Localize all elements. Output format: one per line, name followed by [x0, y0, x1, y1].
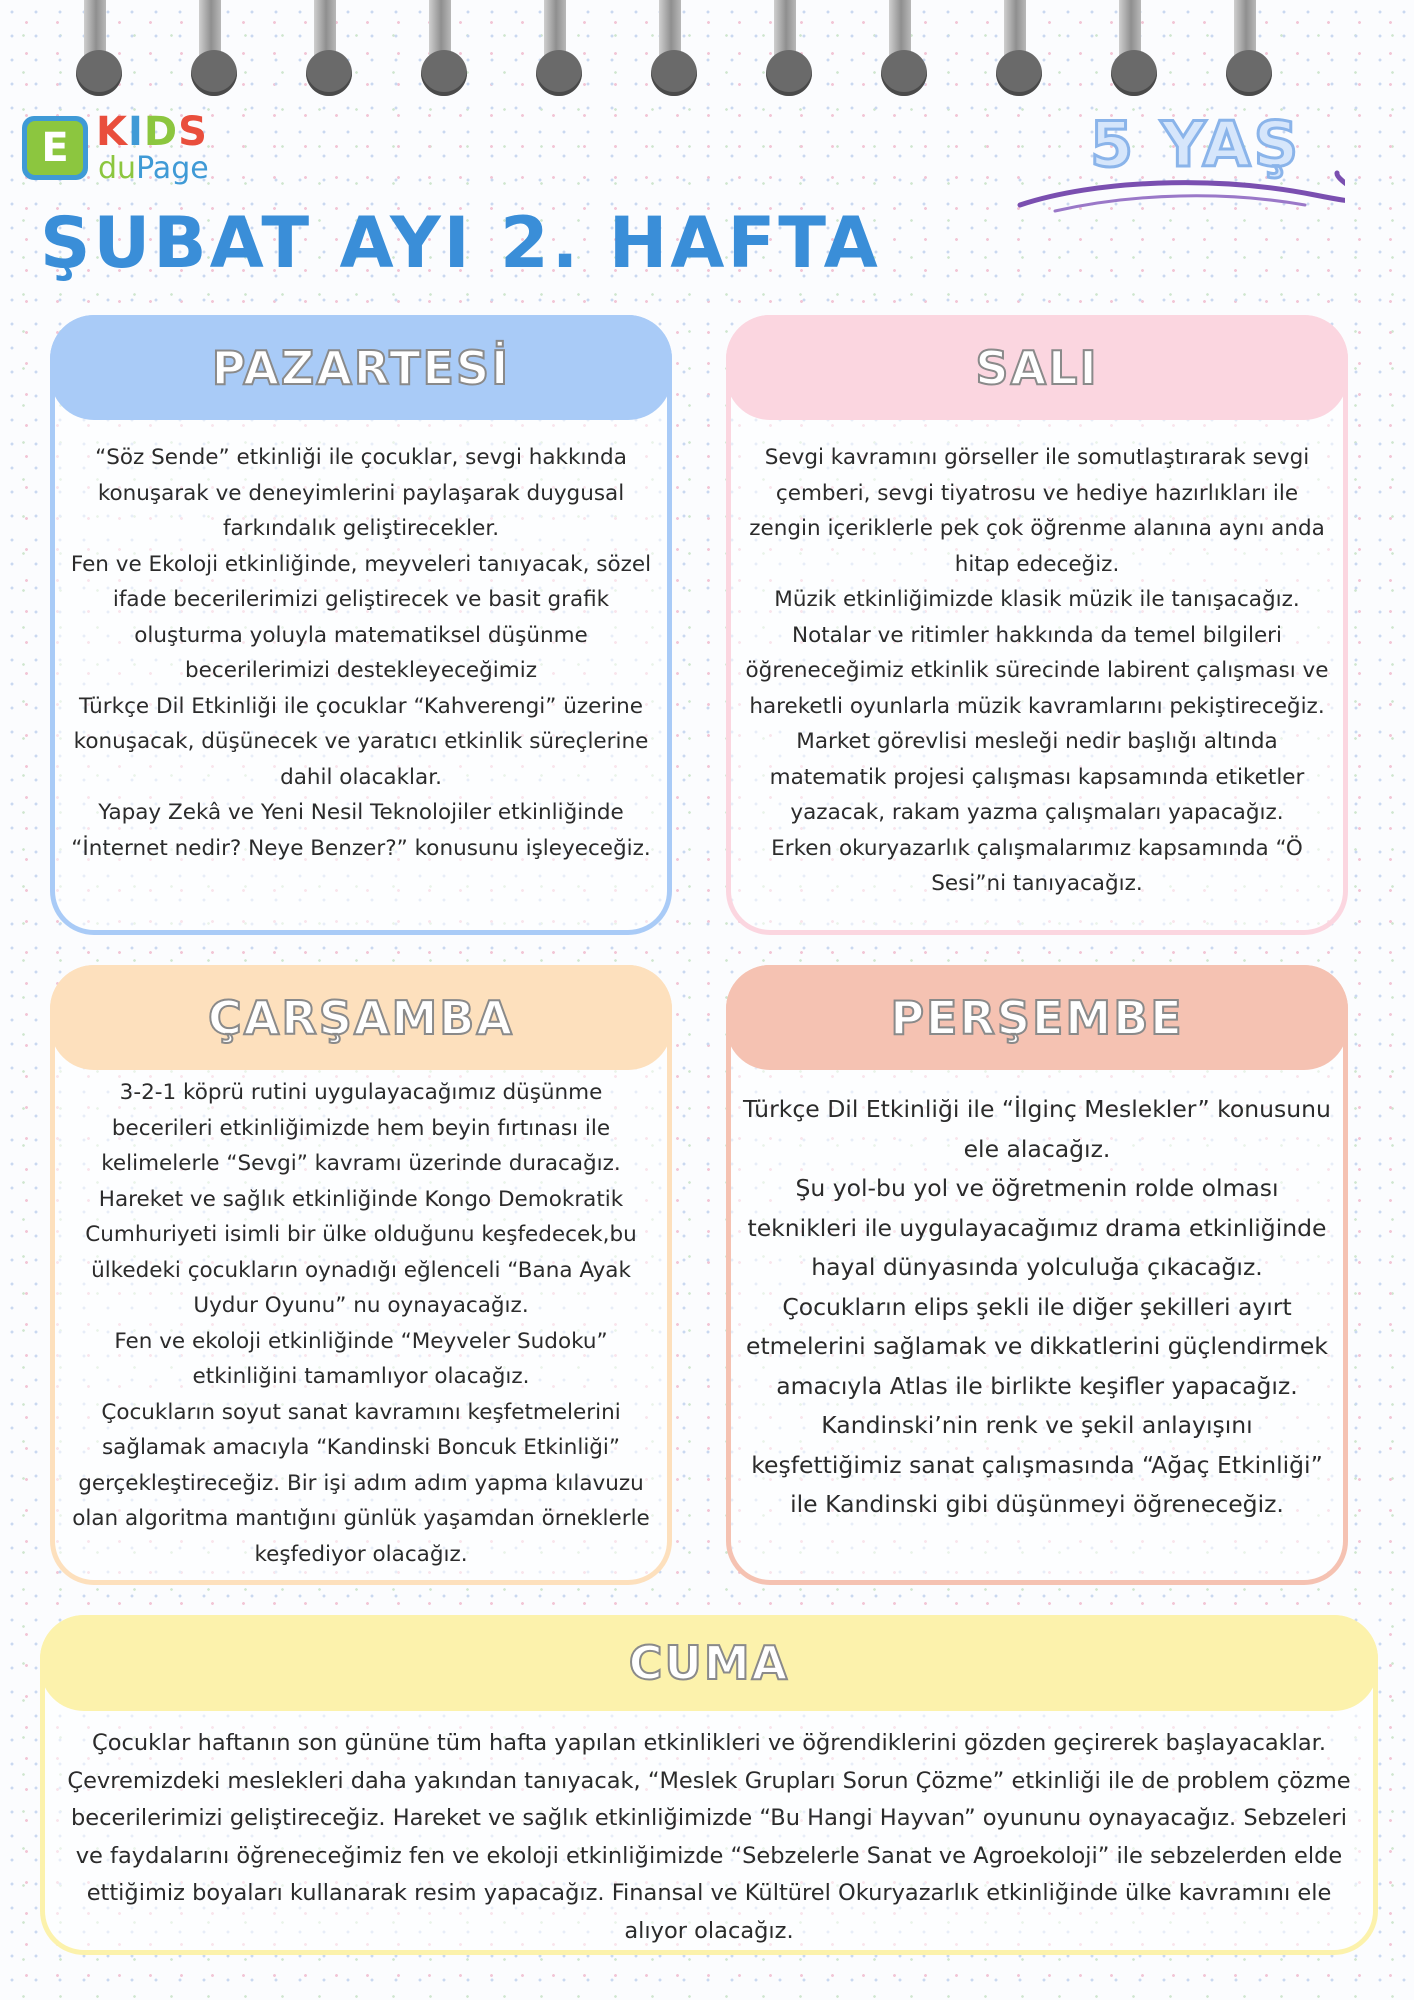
day-content	[743, 1090, 1331, 1525]
activity-paragraph: Fen ve Ekoloji etkinliğinde, meyveleri tanıyacak, sözel ifade becerilerimizi geliştirecek ve basit grafik oluşturma yoluyla matematiksel düşünme becerilerimizi destekleyeceğimiz	[70, 551, 652, 683]
age-badge: 5 YAŞ	[1090, 108, 1302, 181]
day-card-wednesday	[50, 965, 672, 1585]
day-card-tuesday	[726, 315, 1348, 935]
activity-paragraph: Şu yol-bu yol ve öğretmenin rolde olması teknikleri ile uygulayacağımız drama etkinliğinde hayal dünyasında yolculuğa çıkacağız.	[747, 1174, 1327, 1281]
day-card-friday	[40, 1615, 1378, 1955]
activity-paragraph: Çocukların elips şekli ile diğer şekilleri ayırt etmelerini sağlamak ve dikkatlerini güçlendirmek amacıyla Atlas ile birlikte keşifler yapacağız.	[746, 1292, 1328, 1400]
activity-paragraph: Market görevlisi mesleği nedir başlığı altında matematik projesi çalışması kapsamında etiketler yazacak, rakam yazma çalışmaları yapacağız.	[769, 729, 1305, 825]
day-title: ÇARŞAMBA	[208, 990, 514, 1045]
logo-e-mark: E	[22, 116, 88, 180]
binder-ring	[536, 0, 586, 100]
activity-paragraph: “Söz Sende” etkinliği ile çocuklar, sevgi hakkında konuşarak ve deneyimlerini paylaşarak duygusal farkındalık geliştirecekler.	[95, 445, 627, 541]
binder-ring	[306, 0, 356, 100]
age-swoosh-decoration	[1015, 165, 1345, 215]
activity-paragraph: Kandinski’nin renk ve şekil anlayışını keşfettiğimiz sanat çalışmasında “Ağaç Etkinliği” ile Kandinski gibi düşünmeyi öğreneceğiz.	[751, 1411, 1323, 1518]
activity-paragraph: Yapay Zekâ ve Yeni Nesil Teknolojiler etkinliğinde “İnternet nedir? Neye Benzer?” konusunu işleyeceğiz.	[71, 800, 651, 861]
binder-ring	[766, 0, 816, 100]
activity-paragraph: Türkçe Dil Etkinliği ile “İlginç Meslekler” konusunu ele alacağız.	[743, 1095, 1331, 1163]
binder-ring	[191, 0, 241, 100]
binder-ring	[651, 0, 701, 100]
activity-paragraph: 3-2-1 köprü rutini uygulayacağımız düşünme becerileri etkinliğimizde hem beyin fırtınası ile kelimelerle “Sevgi” kavramı üzerinde duracağız.	[101, 1080, 621, 1176]
day-header	[50, 965, 672, 1070]
binder-ring	[421, 0, 471, 100]
day-content	[67, 440, 655, 866]
day-title: SALI	[975, 340, 1099, 395]
day-content	[743, 440, 1331, 902]
day-card-monday	[50, 315, 672, 935]
binder-ring	[996, 0, 1046, 100]
activity-paragraph: Çocuklar haftanın son gününe tüm hafta yapılan etkinlikleri ve öğrendiklerini gözden geçirerek başlayacaklar. Çevremizdeki meslekleri daha yakından tanıyacak, “Meslek Grupları Sorun Çözme” etkinliği ile de problem çözme becerilerimizi geliştireceğiz. Hareket ve sağlık etkinliğimizde “Bu Hangi Hayvan” oyununu oynayacağız. Sebzeleri ve faydalarını öğreneceğimiz fen ve ekoloji etkinliğimizde “Sebzelerle Sanat ve Agroekoloji” ile sebzelerden elde ettiğimiz boyaları kullanarak resim yapacağız. Finansal ve Kültürel Okuryazarlık etkinliğinde ülke kavramını ele alıyor olacağız.	[67, 1730, 1351, 1944]
day-header	[50, 315, 672, 420]
activity-paragraph: Fen ve ekoloji etkinliğinde “Meyveler Sudoku” etkinliğini tamamlıyor olacağız.	[114, 1328, 608, 1389]
activity-paragraph: Sevgi kavramını görseller ile somutlaştırarak sevgi çemberi, sevgi tiyatrosu ve hediye hazırlıkları ile zengin içeriklerle pek çok öğrenme alanına aynı anda hitap edeceğiz.	[749, 445, 1325, 577]
edukids-logo	[22, 110, 222, 190]
page-title: ŞUBAT AYI 2. HAFTA	[40, 202, 881, 284]
activity-paragraph: Erken okuryazarlık çalışmalarımız kapsamında “Ö Sesi”ni tanıyacağız.	[771, 835, 1303, 896]
day-card-thursday	[726, 965, 1348, 1585]
binder-ring	[1226, 0, 1276, 100]
day-title: PAZARTESİ	[211, 340, 511, 395]
activity-paragraph: Hareket ve sağlık etkinliğinde Kongo Demokratik Cumhuriyeti isimli bir ülke olduğunu keşfedecek,bu ülkedeki çocukların oynadığı eğlenceli “Bana Ayak Uydur Oyunu” nu oynayacağız.	[85, 1186, 637, 1318]
activity-paragraph: Müzik etkinliğimizde klasik müzik ile tanışacağız. Notalar ve ritimler hakkında da temel bilgileri öğreneceğimiz etkinlik sürecinde labirent çalışması ve hareketli oyunlarla müzik kavramlarını pekiştireceğiz.	[745, 587, 1329, 719]
activity-paragraph: Türkçe Dil Etkinliği ile çocuklar “Kahverengi” üzerine konuşacak, düşünecek ve yaratıcı etkinlik süreçlerine dahil olacaklar.	[73, 693, 649, 790]
day-title: PERŞEMBE	[890, 990, 1184, 1045]
day-content	[55, 1725, 1363, 1950]
day-content	[67, 1075, 655, 1572]
day-header	[726, 315, 1348, 420]
day-header	[726, 965, 1348, 1070]
day-header	[40, 1615, 1378, 1711]
activity-paragraph: Çocukların soyut sanat kavramını keşfetmelerini sağlamak amacıyla “Kandinski Boncuk Etkinliği” gerçekleştireceğiz. Bir işi adım adım yapma kılavuzu olan algoritma mantığını günlük yaşamdan örneklerle keşfediyor olacağız.	[72, 1399, 650, 1567]
spiral-binding	[0, 0, 1414, 110]
logo-dupage-wordmark: duPage	[98, 151, 209, 186]
logo-kids-wordmark: KIDS	[96, 109, 208, 155]
day-title: CUMA	[628, 1636, 790, 1690]
binder-ring	[76, 0, 126, 100]
binder-ring	[881, 0, 931, 100]
binder-ring	[1111, 0, 1161, 100]
